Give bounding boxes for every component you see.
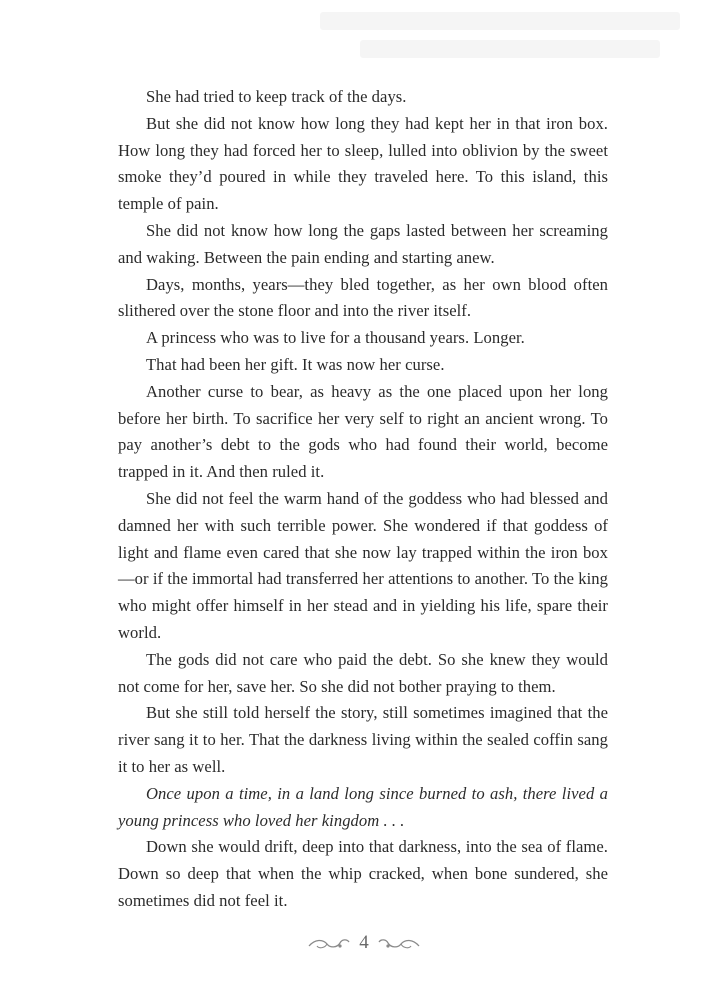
body-text: [118, 84, 608, 915]
paragraph-7: Another curse to bear, as heavy as the one placed upon her long before her birth. To sacrifice her very self to right an ancient wrong. To pay another’s debt to the gods who had found their world, become trapped in it. And then ruled it.: [118, 381, 608, 482]
paragraph-3: She did not know how long the gaps lasted between her screaming and waking. Between the pain ending and starting anew.: [118, 220, 608, 267]
paragraph-5: A princess who was to live for a thousand years. Longer.: [146, 328, 525, 348]
bleed-through-heading: [300, 4, 710, 66]
paragraph-8: She did not feel the warm hand of the goddess who had blessed and damned her with such terrible power. She wondered if that goddess of light and flame even cared that she now lay trapped within the iron box—or if the immortal had transferred her attentions to another. To the king who might offer himself in her stead and in yielding his life, spare their world.: [118, 488, 608, 642]
paragraph-2: But she did not know how long they had kept her in that iron box. How long they had forced her to sleep, lulled into oblivion by the sweet smoke they’d poured in while they traveled here. To this island, this temple of pain.: [118, 113, 608, 214]
paragraph-12: Down she would drift, deep into that darkness, into the sea of flame. Down so deep that when the whip cracked, when bone sundered, she sometimes did not feel it.: [118, 837, 608, 910]
paragraph-10: But she still told herself the story, still sometimes imagined that the river sang it to her. That the darkness living within the sealed coffin sang it to her as well.: [118, 703, 608, 776]
page-number: 4: [359, 931, 369, 953]
flourish-right-icon: [377, 933, 421, 953]
paragraph-1: She had tried to keep track of the days.: [146, 87, 407, 106]
flourish-left-icon: [307, 933, 351, 953]
page-footer: [0, 928, 728, 958]
paragraph-9: The gods did not care who paid the debt. So she knew they would not come for her, save her. So she did not bother praying to them.: [118, 649, 608, 696]
paragraph-6: That had been her gift. It was now her curse.: [146, 354, 445, 374]
paragraph-11-italic: Once upon a time, in a land long since burned to ash, there lived a young princess who loved her kingdom . . .: [118, 783, 608, 830]
paragraph-4: Days, months, years—they bled together, as her own blood often slithered over the stone floor and into the river itself.: [118, 274, 608, 321]
